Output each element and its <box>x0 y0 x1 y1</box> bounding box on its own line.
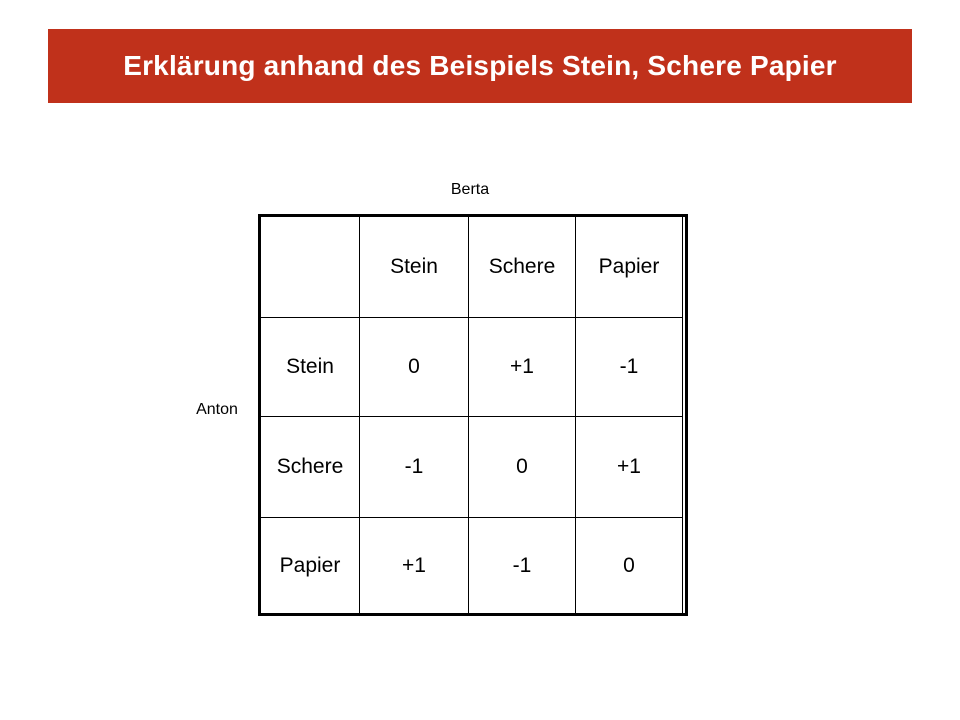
payoff-matrix <box>260 216 683 615</box>
payoff-cell: +1 <box>576 417 683 518</box>
payoff-cell: +1 <box>360 518 469 615</box>
payoff-cell: +1 <box>469 318 576 417</box>
column-player-label: Berta <box>450 181 490 198</box>
matrix-row <box>261 318 683 417</box>
corner-cell <box>261 217 360 318</box>
row-header: Papier <box>261 518 360 615</box>
column-header: Papier <box>576 217 683 318</box>
payoff-cell: -1 <box>469 518 576 615</box>
payoff-cell: 0 <box>576 518 683 615</box>
matrix-row <box>261 518 683 615</box>
column-header: Stein <box>360 217 469 318</box>
row-player-label: Anton <box>196 401 238 418</box>
header-row <box>261 217 683 318</box>
payoff-cell: 0 <box>469 417 576 518</box>
payoff-cell: -1 <box>576 318 683 417</box>
payoff-cell: -1 <box>360 417 469 518</box>
row-header: Schere <box>261 417 360 518</box>
column-header: Schere <box>469 217 576 318</box>
title-bar <box>48 29 912 103</box>
payoff-cell: 0 <box>360 318 469 417</box>
row-header: Stein <box>261 318 360 417</box>
matrix-row <box>261 417 683 518</box>
slide-title: Erklärung anhand des Beispiels Stein, Schere Papier <box>123 50 837 81</box>
